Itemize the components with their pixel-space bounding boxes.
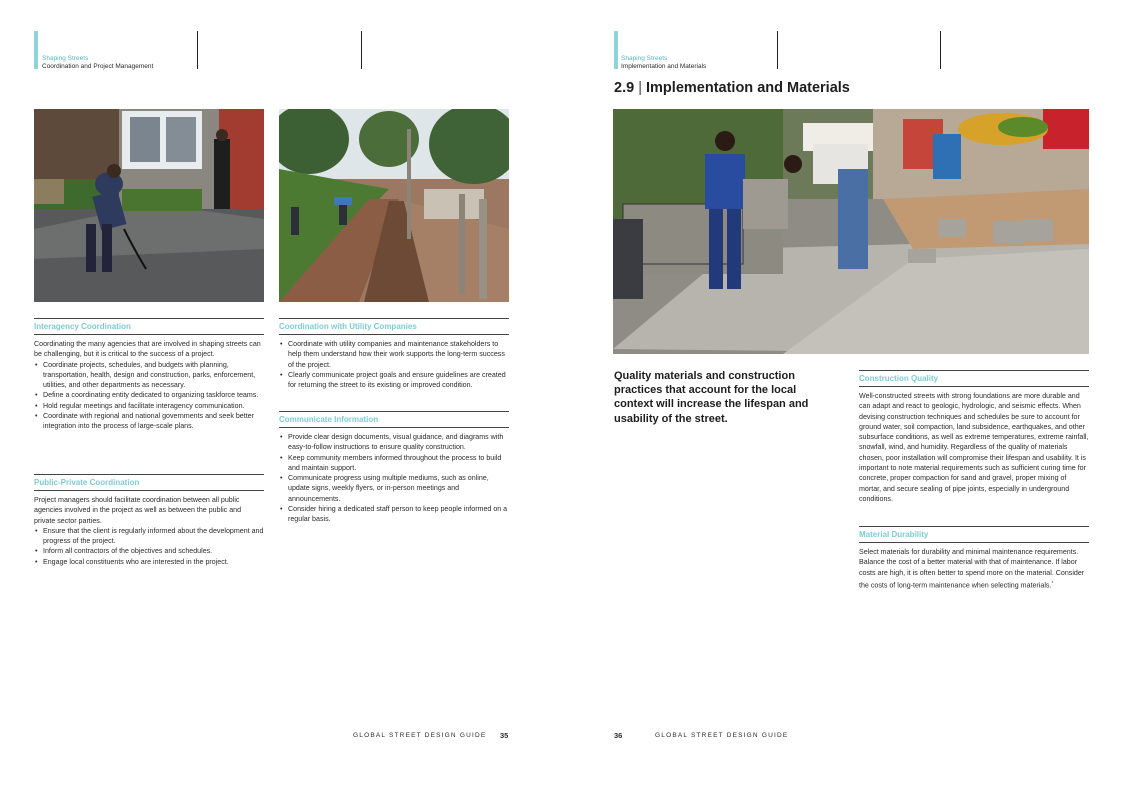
bullet-list [34, 360, 264, 432]
communicate-information-section [279, 411, 509, 525]
right-running-section: Shaping Streets [621, 55, 668, 62]
bullet-item: • Inform all contractors of the objectives and schedules. [34, 546, 264, 556]
bullet-item: • Ensure that the client is regularly informed about the development and progress of the project. [34, 526, 264, 547]
left-accent-bar [34, 31, 38, 69]
title-text: Implementation and Materials [646, 80, 850, 96]
construction-quality-section [859, 370, 1089, 504]
bullet-list [279, 339, 509, 390]
title-separator: | [638, 80, 642, 96]
bullet-item: • Engage local constituents who are interested in the project. [34, 557, 264, 567]
header-divider [940, 31, 941, 69]
title-number: 2.9 [614, 80, 635, 96]
pull-quote: Quality materials and construction practices that account for the local context will increase the lifespan and usability of the street. [614, 370, 809, 425]
header-divider [777, 31, 778, 69]
right-footer-text: GLOBAL STREET DESIGN GUIDE [655, 732, 789, 739]
utility-coordination-section [279, 318, 509, 390]
left-running-header [42, 55, 153, 71]
bullet-item: • Keep community members informed throughout the process to build and maintain support. [279, 453, 509, 474]
bullet-item: • Provide clear design documents, visual guidance, and diagrams with easy-to-follow instructions to ensure quality construction. [279, 432, 509, 453]
worker-hose-photo [34, 109, 264, 302]
section-heading: Construction Quality [859, 371, 1089, 387]
section-paragraph: Coordinating the many agencies that are involved in shaping streets can be challenging, but it is critical to the success of a project. [34, 340, 261, 359]
public-private-coordination-section [34, 474, 264, 567]
right-running-header [621, 55, 706, 71]
header-divider [361, 31, 362, 69]
bullet-item: • Define a coordinating entity dedicated to organizing taskforce teams. [34, 390, 264, 400]
section-heading: Interagency Coordination [34, 319, 264, 335]
right-accent-bar [614, 31, 618, 69]
right-page-number: 36 [614, 731, 623, 740]
bullet-item: • Coordinate projects, schedules, and budgets with planning, transportation, health, design and construction, parks, enforcement, utilities, and other departments as necessary. [34, 360, 264, 391]
paving-workers-photo [613, 109, 1089, 354]
left-running-subtitle: Coordination and Project Management [42, 63, 154, 70]
section-paragraph: Project managers should facilitate coordination between all public agencies involved in the project as well as between the public and private sector parties. [34, 496, 242, 525]
interagency-coordination-section [34, 318, 264, 432]
section-heading: Public-Private Coordination [34, 475, 264, 491]
section-heading: Material Durability [859, 527, 1089, 543]
left-footer-text: GLOBAL STREET DESIGN GUIDE [353, 732, 487, 739]
section-heading: Coordination with Utility Companies [279, 319, 509, 335]
section-paragraph: Well-constructed streets with strong foundations are more durable and can adapt and react to geologic, hydrologic, and seismic effects. When devising construction techniques and schedules be sure to account for ground water, soil compaction, land subsidence, earthquakes, and other subsurface conditions, as well as extreme temperatures, extreme rainfall, snowfall, wind, and humidity. Regardless of the quality of materials chosen, poor installation will compromise their lifespan and usability. It is important to note material requirements such as sufficient curing time for concrete, proper compaction for sand and gravel, proper mixing of mortar, and secure sealing of pipe joints, especially in underground conditions. [859, 392, 1089, 503]
bullet-item: • Coordinate with regional and national governments and seek better integration into the process of large-scale plans. [34, 411, 264, 432]
right-running-subtitle: Implementation and Materials [621, 63, 707, 70]
bullet-list [279, 432, 509, 525]
left-page-number: 35 [500, 731, 509, 740]
bullet-list [34, 526, 264, 567]
page-title [614, 80, 850, 96]
section-heading: Communicate Information [279, 412, 509, 428]
left-running-section: Shaping Streets [42, 55, 89, 62]
bullet-item: • Coordinate with utility companies and maintenance stakeholders to help them understand how their work supports the long-term success of the project. [279, 339, 509, 370]
section-paragraph [859, 547, 1089, 591]
material-durability-section [859, 526, 1089, 591]
bullet-item: • Clearly communicate project goals and ensure guidelines are created for returning the street to its existing or improved condition. [279, 370, 509, 391]
bullet-item: • Consider hiring a dedicated staff person to keep people informed on a regular basis. [279, 504, 509, 525]
footnote-marker: ⁴ [1051, 579, 1054, 586]
bullet-item: • Communicate progress using multiple mediums, such as online, update signs, weekly flyers, or in-person meetings and announcements. [279, 473, 509, 504]
utility-trench-photo [279, 109, 509, 302]
header-divider [197, 31, 198, 69]
paragraph-text: Select materials for durability and minimal maintenance requirements. Balance the cost of a better material with that of maintenance. If labor costs are high, it is often better to spend more on the material. Consider the costs of long-term maintenance when selecting materials. [859, 548, 1085, 590]
bullet-item: • Hold regular meetings and facilitate interagency communication. [34, 401, 264, 411]
